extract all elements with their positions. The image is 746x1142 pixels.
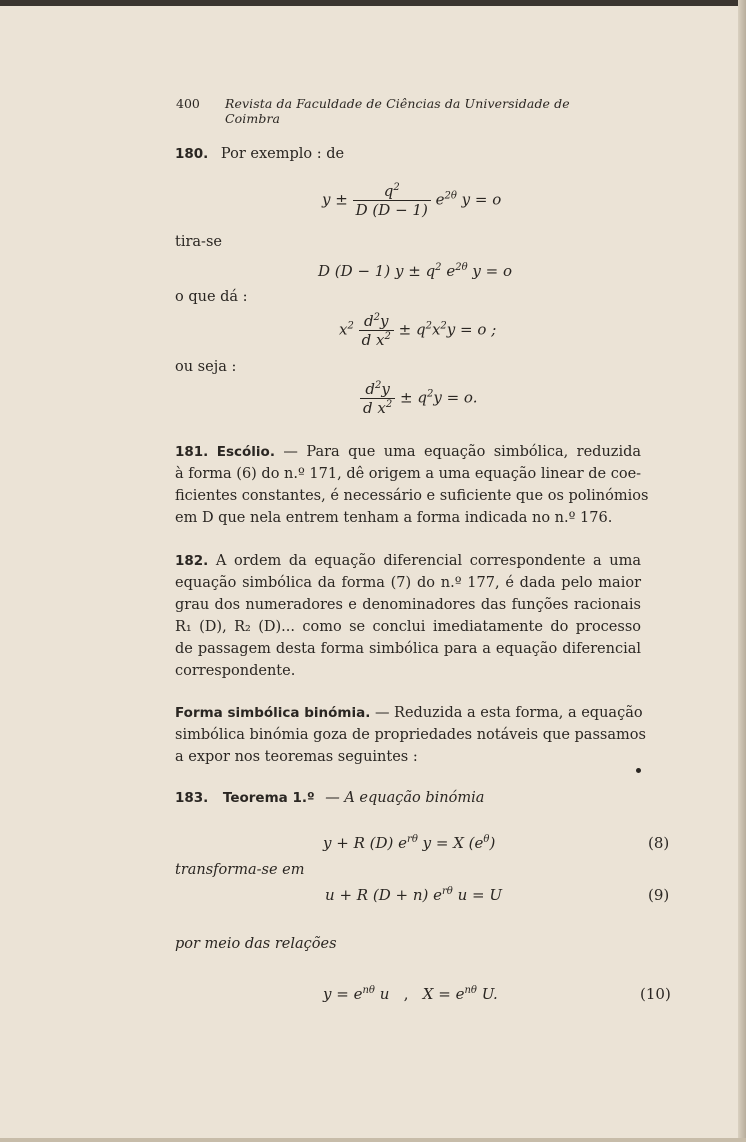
page-right-edge (738, 0, 746, 1142)
equation-180-a: y ± $\frac{q^2}{D (D - 1)}$ $e^{2\theta}$ y = o (322, 182, 502, 219)
paragraph-line: equação simbólica da forma (7) do n.º 177, é dada pelo maior (175, 575, 641, 591)
paragraph-line: de passagem desta forma simbólica para a equação diferencial (175, 641, 641, 657)
paragraph-line: em D que nela entrem tenham a forma indicada no n.º 176. (175, 510, 613, 526)
label-tira-se: tira-se (175, 234, 222, 250)
equation-180-b: D (D − 1) $y \pm q^2$ $e^{2\theta}$ y = o (318, 262, 512, 280)
equation-8: y + R (D) $e^{r\theta}$ y = X $(e^\theta)$ (323, 834, 496, 852)
section-title: Escólio. (216, 444, 275, 460)
paragraph-line: a expor nos teoremas seguintes : (175, 749, 418, 765)
theorem-title: — A equação binómia (325, 790, 485, 806)
paragraph-line: R₁ (D), R₂ (D)... como se conclui imediatamente do processo (175, 619, 641, 635)
label-transforma-se-em: transforma-se em (175, 862, 305, 878)
paragraph-title: Forma simbólica binómia. (175, 705, 371, 721)
section-180-heading (175, 147, 344, 162)
line-text: — Para que uma equação simbólica, reduzida (283, 444, 642, 460)
paragraph-line: ficientes constantes, é necessário e suficiente que os polinómios (175, 488, 649, 504)
fraction: $\frac{q^2}{D (D - 1)}$ (353, 182, 431, 219)
fraction: $\frac{d^2y}{d x^2}$ (360, 380, 395, 417)
journal-title: Revista da Faculdade de Ciências da Universidade de Coimbra (225, 96, 570, 126)
page-number: 400 (176, 96, 200, 111)
forma-binomia-paragraph (175, 702, 646, 768)
paragraph-line (175, 441, 641, 463)
equation-10: $y = e^{n\theta}$ u , $X = e^{n\theta}$ U. (323, 985, 498, 1003)
equation-180-c: $x^2$ $\frac{d^2y}{d x^2}$ ± $q^2x^2y = o$ ; (339, 312, 497, 349)
paragraph-line: simbólica binómia goza de propriedades notáveis que passamos (175, 727, 646, 743)
section-181-paragraph (175, 441, 649, 529)
paragraph-line: à forma (6) do n.º 171, dê origem a uma equação linear de coe- (175, 466, 642, 482)
page-bottom-edge (0, 1138, 746, 1142)
section-number: 182. (175, 553, 209, 569)
equation-number-9: (9) (648, 886, 670, 904)
equation-180-d: $\frac{d^2y}{d x^2}$ ± $q^2y = o$. (360, 380, 477, 417)
section-number: 180. (175, 146, 209, 162)
line-text: A ordem da equação diferencial correspondente a uma (215, 553, 641, 569)
section-intro: Por exemplo : de (220, 146, 345, 162)
theorem-label: Teorema 1.º (222, 790, 315, 806)
section-number: 183. (175, 790, 209, 806)
section-number: 181. (175, 444, 209, 460)
equation-number-10: (10) (640, 985, 671, 1003)
label-ou-seja: ou seja : (175, 359, 237, 375)
paragraph-line (175, 550, 641, 572)
fraction: $\frac{d^2y}{d x^2}$ (359, 312, 394, 349)
page-top-edge (0, 0, 746, 6)
paragraph-line: correspondente. (175, 663, 296, 679)
paragraph-line: grau dos numeradores e denominadores das funções racionais (175, 597, 641, 613)
label-o-que-da: o que dá : (175, 289, 248, 305)
section-183-heading (175, 791, 484, 806)
equation-9: u + R (D + n) $e^{r\theta}$ u = U (325, 886, 503, 904)
stray-dot-mark (636, 768, 641, 773)
section-182-paragraph (175, 550, 641, 682)
label-por-meio-das-relacoes: por meio das relações (175, 936, 337, 952)
equation-number-8: (8) (648, 834, 670, 852)
paragraph-line (175, 702, 641, 724)
line-text: — Reduzida a esta forma, a equação (374, 705, 643, 721)
